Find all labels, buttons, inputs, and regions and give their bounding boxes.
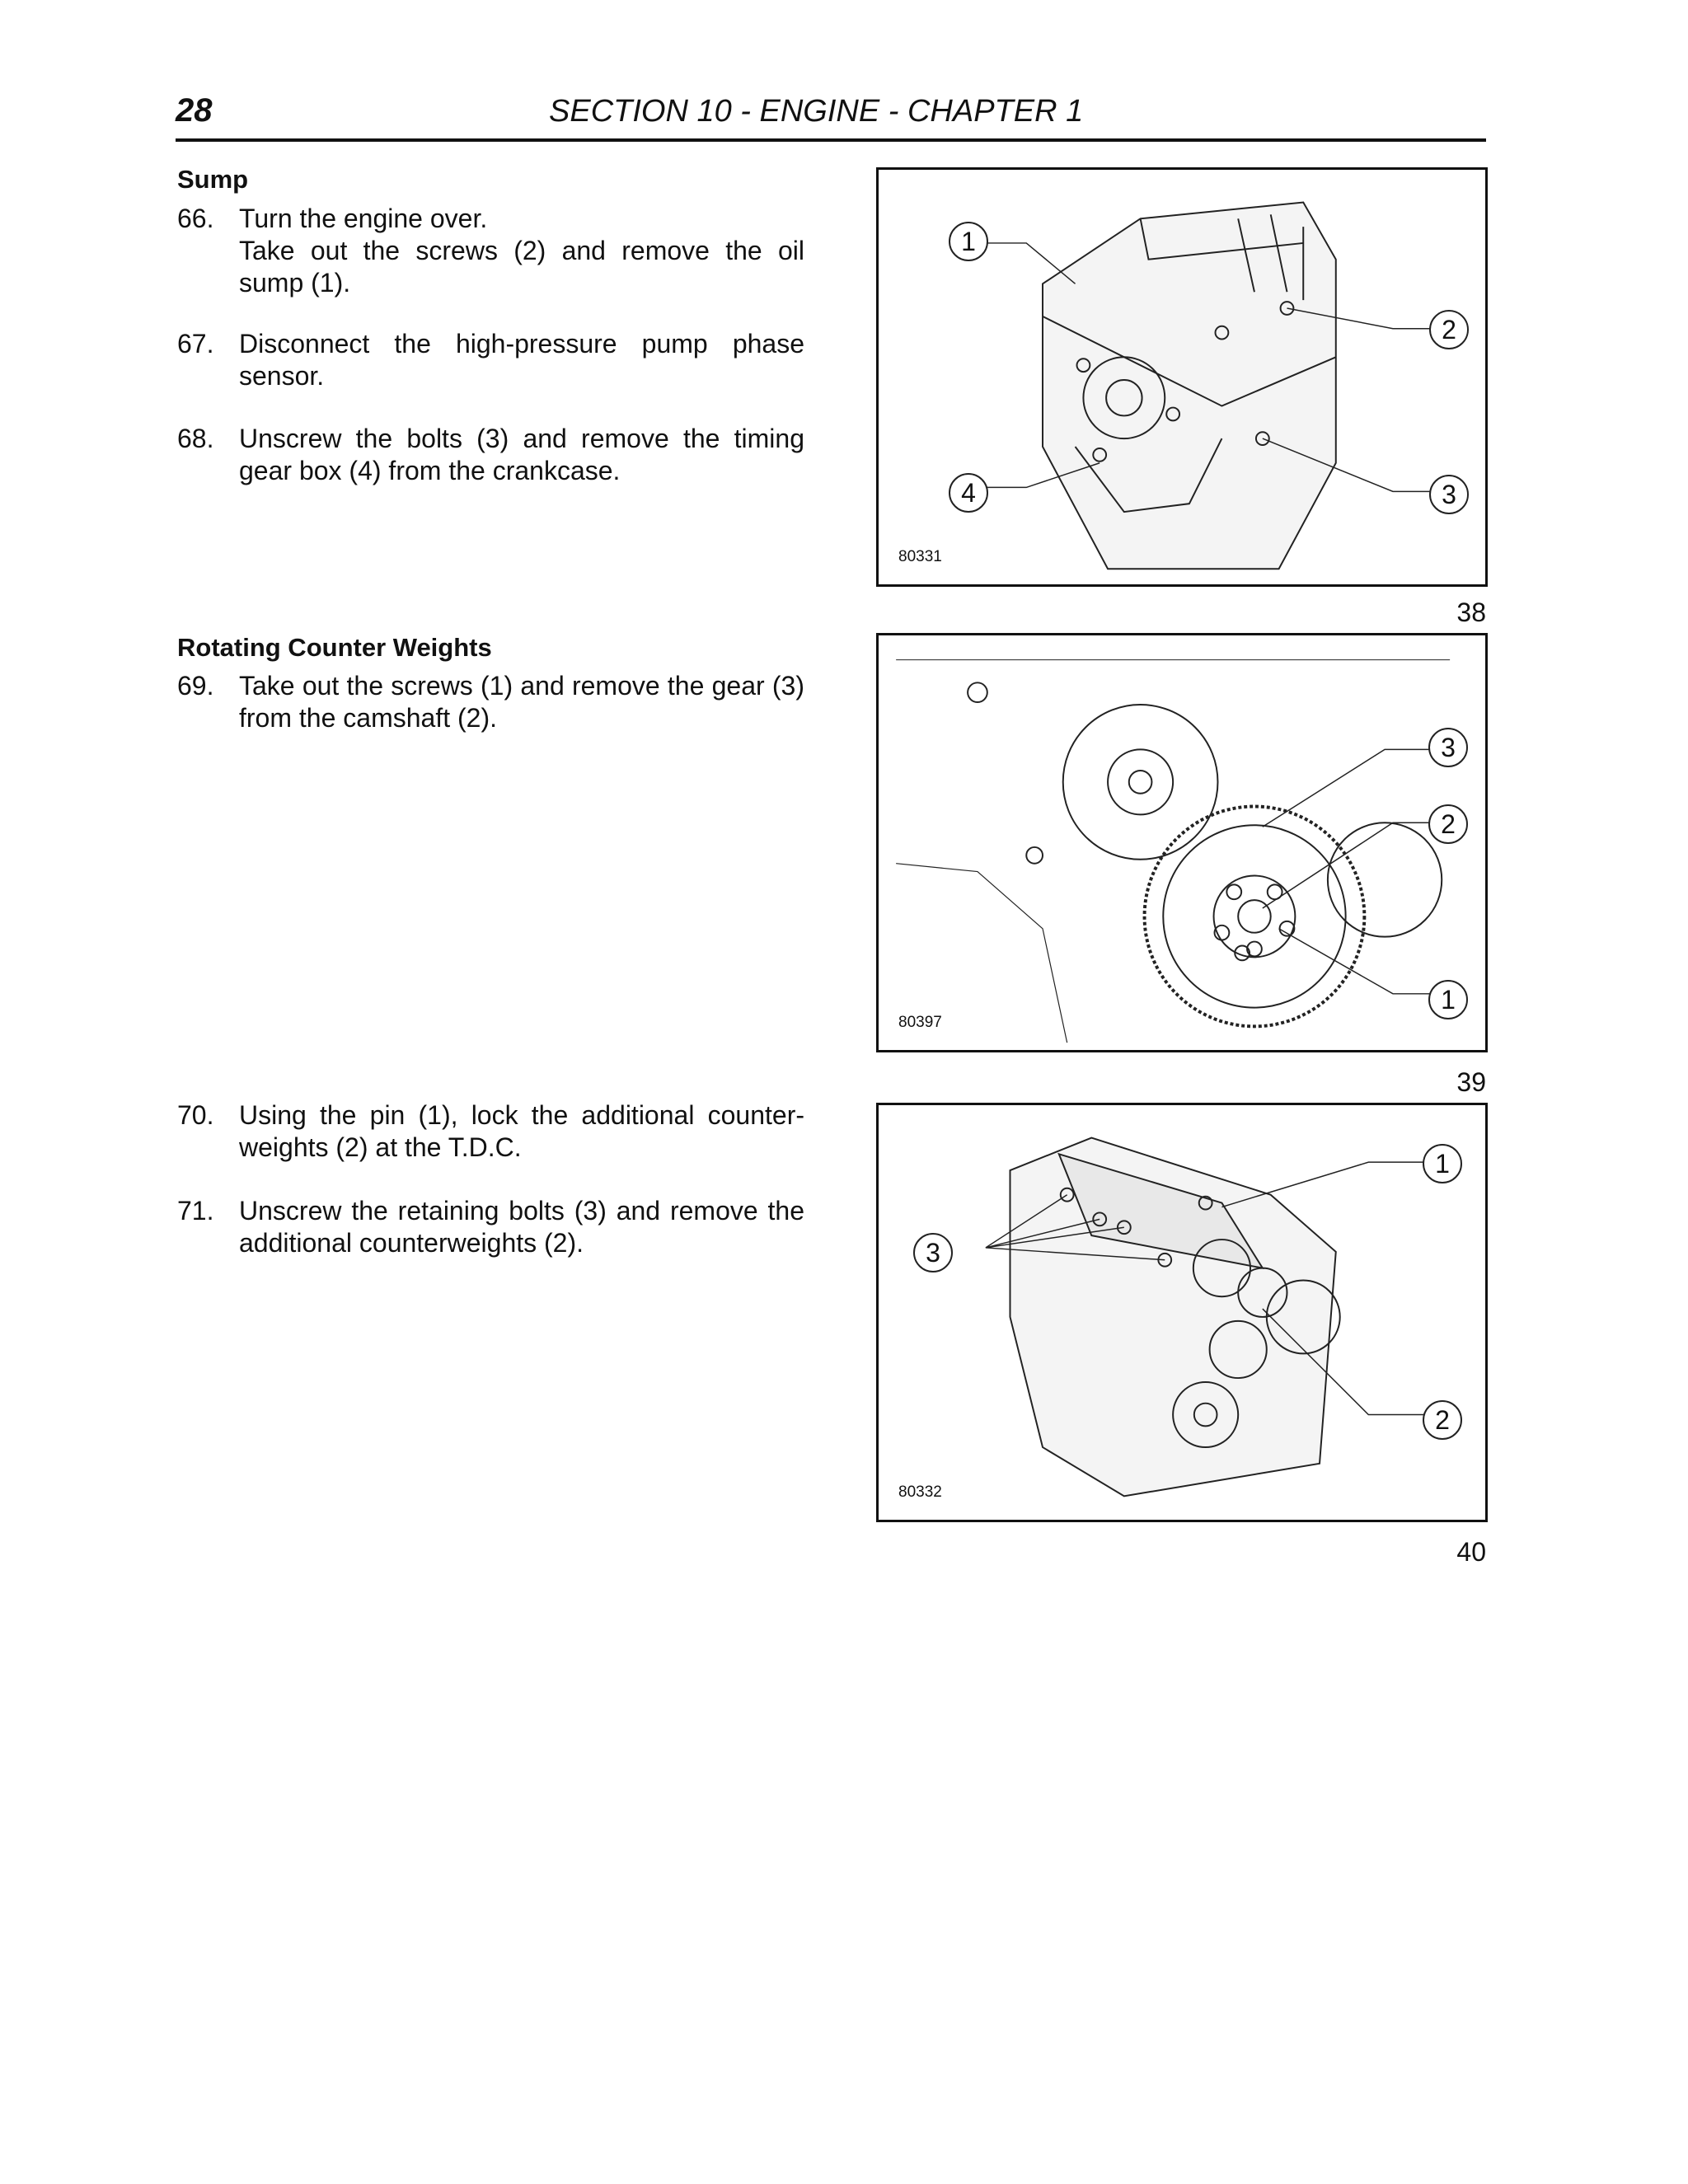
- step-number: 66.: [177, 204, 214, 233]
- step-number: 68.: [177, 424, 214, 453]
- step-text: Turn the engine over.: [239, 204, 488, 233]
- callout-3: 3: [1429, 475, 1469, 514]
- step-66: [177, 203, 804, 302]
- counterweights-assembly-icon: [879, 1105, 1485, 1520]
- step-text: Using the pin (1), lock the additional counter-weights (2) at the T.D.C.: [239, 1100, 804, 1162]
- figure-code: 80397: [898, 1014, 942, 1031]
- figure-number: 38: [1456, 598, 1486, 627]
- step-67: [177, 328, 804, 394]
- step-number: 70.: [177, 1100, 214, 1130]
- figure-39: [876, 633, 1488, 1052]
- figure-code: 80331: [898, 548, 942, 565]
- callout-1: 1: [949, 222, 988, 261]
- section-title: SECTION 10 - ENGINE - CHAPTER 1: [549, 94, 1084, 129]
- heading-sump: Sump: [177, 165, 249, 194]
- figure-code: 80332: [898, 1483, 942, 1501]
- figure-40: [876, 1103, 1488, 1522]
- callout-1: 1: [1423, 1144, 1462, 1183]
- step-number: 67.: [177, 329, 214, 359]
- callout-2: 2: [1423, 1400, 1462, 1440]
- step-number: 69.: [177, 671, 214, 701]
- step-70: [177, 1099, 804, 1165]
- camshaft-gear-icon: [879, 635, 1485, 1050]
- callout-3: 3: [1428, 728, 1468, 767]
- step-text: Disconnect the high-pressure pump phase sensor.: [239, 329, 804, 391]
- step-text: Take out the screws (1) and remove the gear (3) from the camshaft (2).: [239, 671, 804, 733]
- callout-4: 4: [949, 473, 988, 513]
- step-text: Unscrew the bolts (3) and remove the timing gear box (4) from the crankcase.: [239, 424, 804, 485]
- step-text: Unscrew the retaining bolts (3) and remove the additional counterweights (2).: [239, 1196, 804, 1258]
- figure-number: 39: [1456, 1067, 1486, 1097]
- callout-2: 2: [1429, 310, 1469, 349]
- step-text: Take out the screws (2) and remove the oil sump (1).: [239, 236, 804, 298]
- step-number: 71.: [177, 1196, 214, 1226]
- page-header: [176, 89, 1486, 142]
- page-number: 28: [176, 92, 213, 129]
- heading-rotating-counter-weights: Rotating Counter Weights: [177, 633, 492, 662]
- callout-2: 2: [1428, 804, 1468, 844]
- step-68: [177, 423, 804, 489]
- figure-number: 40: [1456, 1537, 1486, 1567]
- callout-1: 1: [1428, 980, 1468, 1019]
- step-71: [177, 1195, 804, 1261]
- step-69: [177, 670, 804, 736]
- callout-3: 3: [913, 1233, 953, 1272]
- figure-38: [876, 167, 1488, 587]
